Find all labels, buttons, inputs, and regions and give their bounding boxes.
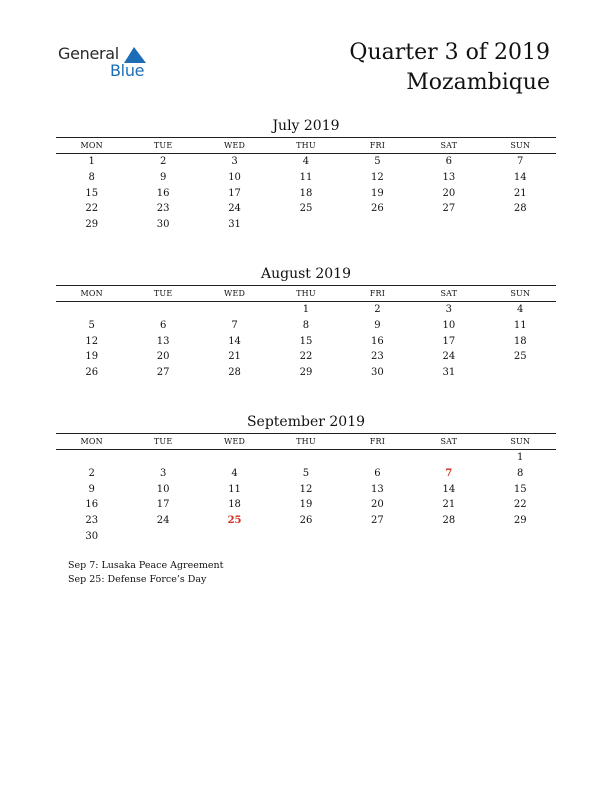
empty-day-cell [342,217,413,233]
day-cell: 10 [156,483,170,495]
weekday-label: WED [224,289,246,298]
day-cell: 22 [85,203,99,215]
month-august [56,264,556,381]
week-row [56,334,556,350]
empty-day-cell [413,217,484,233]
day-cell: 5 [302,467,310,479]
empty-day-cell [127,302,198,318]
empty-day-cell [199,450,270,466]
week-row [56,497,556,513]
empty-day-cell [413,450,484,466]
day-cell: 30 [156,219,170,231]
weekday-label: WED [224,141,246,150]
weekday-label: TUE [153,289,173,298]
day-cell: 5 [374,156,381,167]
day-cell: 2 [374,304,381,315]
day-cell: 22 [513,499,527,511]
day-cell: 30 [371,367,384,379]
weekday-label: FRI [369,437,386,446]
empty-day-cell [199,529,270,545]
day-cell: 1 [88,156,95,167]
day-cell: 11 [513,319,527,331]
day-cell: 13 [371,483,384,495]
weekday-label: THU [296,437,316,446]
day-cell: 16 [156,187,170,199]
day-cell: 22 [299,351,313,363]
day-cell: 15 [85,187,99,199]
day-cell: 4 [302,156,310,167]
day-cell: 28 [442,515,456,527]
week-row [56,365,556,381]
logo-text-blue: Blue [110,61,145,80]
day-cell: 29 [299,367,313,379]
day-cell: 23 [85,515,99,527]
weekday-label: THU [296,141,316,150]
day-cell: 19 [299,499,313,511]
empty-day-cell [342,450,413,466]
day-cell: 7 [445,467,453,479]
day-cell: 17 [156,499,170,511]
weekday-header-row [56,434,556,449]
empty-day-cell [56,450,127,466]
week-row [56,529,556,545]
day-cell: 31 [228,219,241,231]
day-cell: 16 [85,499,99,511]
holiday-note: Sep 25: Defense Force’s Day [68,574,207,585]
day-cell: 18 [513,335,527,347]
day-cell: 1 [302,304,310,315]
quarter-title: Quarter 3 of 2019 [349,40,550,65]
week-row [56,302,556,318]
day-cell: 3 [231,156,238,167]
week-row [56,513,556,529]
day-cell: 14 [513,171,527,183]
weekday-label: SAT [440,141,458,150]
empty-day-cell [485,217,556,233]
day-cell: 14 [228,335,241,347]
month-title: September 2019 [246,414,366,430]
week-row [56,349,556,365]
day-cell: 20 [156,351,170,363]
empty-day-cell [56,302,127,318]
day-cell: 26 [299,515,313,527]
month-title: August 2019 [261,266,351,282]
weekday-label: SAT [440,437,458,446]
day-cell: 9 [159,171,167,183]
day-cell: 17 [442,335,456,347]
empty-day-cell [270,529,341,545]
week-row [56,170,556,186]
day-cell: 1 [517,452,524,463]
day-cell: 5 [88,319,95,331]
day-cell: 28 [513,203,527,215]
empty-day-cell [485,365,556,381]
day-cell: 6 [159,319,167,331]
day-cell: 4 [231,467,238,479]
day-cell: 12 [85,335,99,347]
weekday-label: MON [80,141,103,150]
day-cell: 12 [371,171,384,183]
day-cell: 9 [374,319,381,331]
empty-day-cell [342,529,413,545]
day-cell: 8 [517,467,524,479]
empty-day-cell [199,302,270,318]
month-title: July 2019 [272,118,340,134]
day-cell: 3 [445,304,452,315]
month-july [56,116,556,233]
week-row [56,466,556,482]
day-cell: 15 [299,335,313,347]
day-cell: 29 [85,219,99,231]
day-cell: 26 [371,203,384,215]
day-cell: 23 [156,203,170,215]
day-cell: 26 [85,367,99,379]
weekday-label: SAT [440,289,458,298]
day-cell: 18 [299,187,313,199]
day-cell: 4 [517,304,524,315]
day-cell: 10 [228,171,241,183]
empty-day-cell [485,529,556,545]
empty-day-cell [413,529,484,545]
weekday-label: WED [224,437,246,446]
week-row [56,201,556,217]
day-cell: 20 [371,499,384,511]
day-cell: 8 [88,171,95,183]
day-cell: 7 [231,319,238,331]
weekday-header-row [56,138,556,153]
day-cell: 13 [442,171,456,183]
holiday-notes [68,559,223,587]
day-cell: 6 [445,156,452,167]
day-cell: 25 [227,515,242,527]
day-cell: 30 [85,530,99,542]
weekday-label: TUE [153,141,173,150]
country-title: Mozambique [406,70,550,95]
day-cell: 28 [228,367,241,379]
page-title [349,38,550,98]
day-cell: 11 [228,483,241,495]
day-cell: 9 [88,483,95,495]
day-cell: 14 [442,483,456,495]
day-cell: 23 [371,351,384,363]
holiday-note: Sep 7: Lusaka Peace Agreement [68,560,224,571]
week-row [56,318,556,334]
empty-day-cell [127,529,198,545]
day-cell: 18 [228,499,241,511]
day-cell: 12 [299,483,313,495]
day-cell: 7 [517,156,524,167]
day-cell: 17 [228,187,241,199]
day-cell: 20 [442,187,456,199]
day-cell: 27 [156,367,170,379]
day-cell: 11 [299,171,313,183]
weekday-label: THU [296,289,316,298]
day-cell: 16 [371,335,384,347]
week-row [56,154,556,170]
weekday-label: FRI [369,289,386,298]
empty-day-cell [270,450,341,466]
empty-day-cell [127,450,198,466]
day-cell: 25 [513,351,527,363]
day-cell: 21 [442,499,456,511]
week-row [56,217,556,233]
day-cell: 27 [371,515,384,527]
weekday-label: FRI [369,141,386,150]
day-cell: 24 [156,515,170,527]
day-cell: 24 [228,203,241,215]
empty-day-cell [270,217,341,233]
week-row [56,186,556,202]
day-cell: 24 [442,351,456,363]
day-cell: 3 [159,467,167,479]
month-september [56,412,556,545]
logo-text-general: General [58,44,119,63]
weekday-label: SUN [510,141,531,150]
day-cell: 15 [513,483,527,495]
day-cell: 8 [302,319,310,331]
weekday-label: SUN [510,437,531,446]
day-cell: 21 [513,187,527,199]
weekday-header-row [56,286,556,301]
day-cell: 29 [513,515,527,527]
day-cell: 31 [442,367,456,379]
day-cell: 10 [442,319,456,331]
day-cell: 27 [442,203,456,215]
day-cell: 2 [88,467,95,479]
week-row [56,450,556,466]
generalblue-logo [58,44,168,84]
weekday-label: TUE [153,437,173,446]
day-cell: 21 [228,351,241,363]
weekday-label: SUN [510,289,531,298]
day-cell: 6 [374,467,381,479]
weekday-label: MON [80,437,103,446]
weekday-label: MON [80,289,103,298]
week-row [56,482,556,498]
day-cell: 2 [159,156,167,167]
day-cell: 19 [85,351,99,363]
day-cell: 19 [371,187,384,199]
day-cell: 13 [156,335,170,347]
day-cell: 25 [299,203,313,215]
